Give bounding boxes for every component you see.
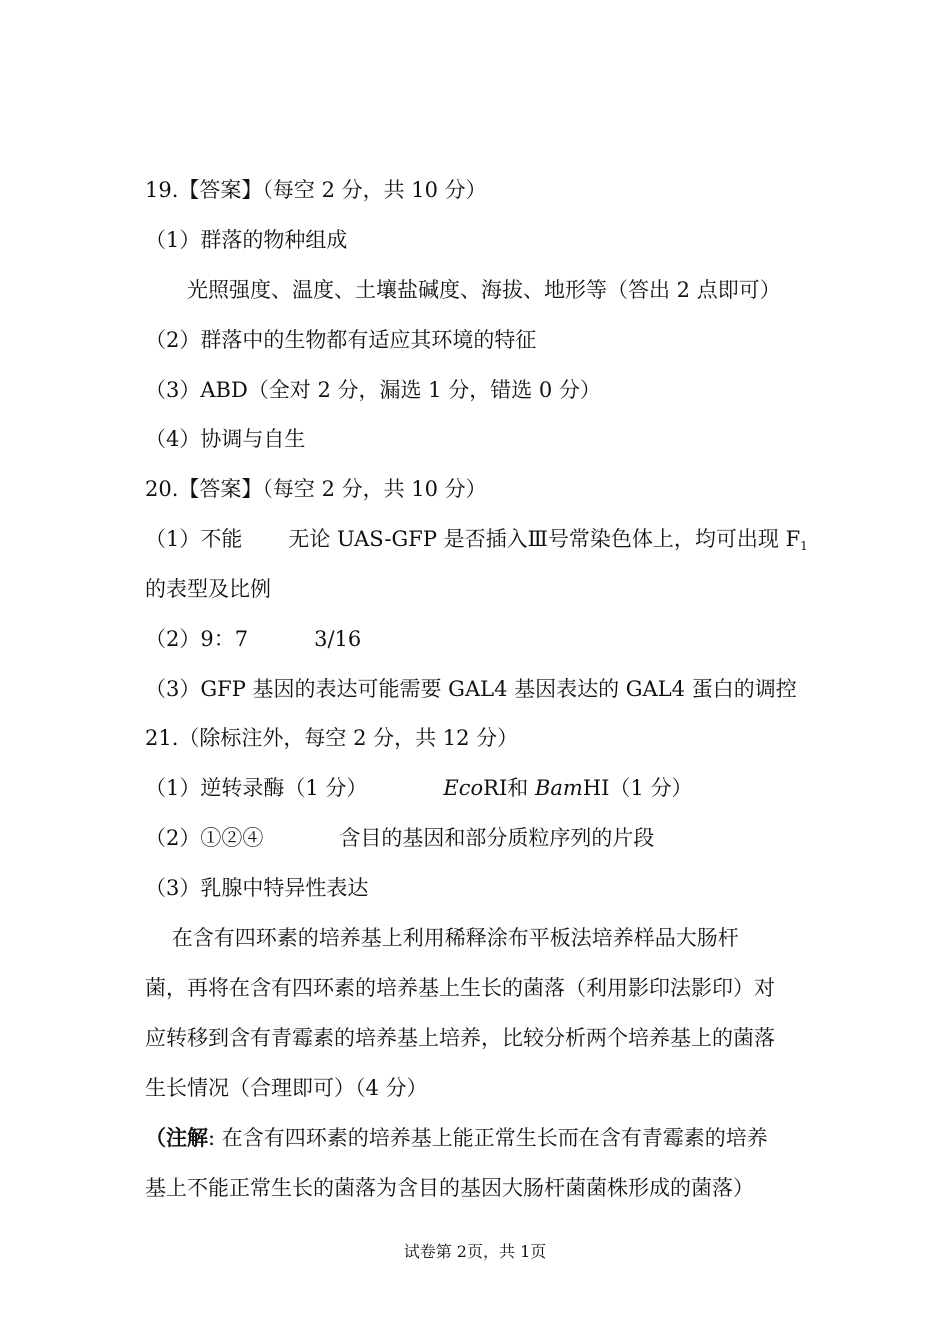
- q19-answer-1: （1）群落的物种组成: [145, 228, 348, 252]
- q21-enzyme-1-italic: Eco: [443, 776, 484, 800]
- q20-answer-1-text: 无论 UAS-GFP 是否插入Ⅲ号常染色体上，均可出现 F: [288, 527, 801, 551]
- paragraph-line: 菌，再将在含有四环素的培养基上生长的菌落（利用影印法影印）对: [145, 976, 775, 1000]
- q21-answer-1-label: （1）逆转录酶（1 分）: [145, 776, 368, 800]
- q21-enzyme-2-rest: HⅠ（1 分）: [582, 776, 693, 800]
- q19-heading: 19.【答案】（每空 2 分，共 10 分）: [145, 178, 487, 202]
- q19-answer-3: （3）ABD（全对 2 分，漏选 1 分，错选 0 分）: [145, 378, 601, 402]
- q20-answer-2-label: （2）9：7: [145, 627, 249, 651]
- q21-answer-2-label: （2）①②④: [145, 826, 264, 850]
- paragraph-line: 生长情况（合理即可）（4 分）: [145, 1076, 428, 1100]
- q21-explanation-paragraph: [145, 924, 810, 1124]
- note-line-1-text: : 在含有四环素的培养基上能正常生长而在含有青霉素的培养: [208, 1126, 768, 1150]
- q21-heading: 21.（除标注外，每空 2 分，共 12 分）: [145, 726, 519, 750]
- q20-answer-1-continued: 的表型及比例: [145, 577, 271, 601]
- note-label: 注解: [166, 1125, 208, 1150]
- q19-answer-2: （2）群落中的生物都有适应其环境的特征: [145, 328, 537, 352]
- paragraph-line: 在含有四环素的培养基上利用稀释涂布平板法培养样品大肠杆: [145, 926, 739, 950]
- q21-note-line-2: 基上不能正常生长的菌落为含目的基因大肠杆菌菌株形成的菌落）: [145, 1176, 754, 1200]
- q21-note-line-1: [145, 1124, 768, 1152]
- paragraph-line: 应转移到含有青霉素的培养基上培养，比较分析两个培养基上的菌落: [145, 1026, 775, 1050]
- q21-answer-3: （3）乳腺中特异性表达: [145, 876, 369, 900]
- q20-answer-3: （3）GFP 基因的表达可能需要 GAL4 基因表达的 GAL4 蛋白的调控: [145, 677, 797, 701]
- q21-enzyme-2-italic: Bam: [534, 776, 583, 800]
- note-open-paren: （: [145, 1125, 166, 1150]
- q20-answer-2-text: 3/16: [314, 627, 362, 651]
- q21-answer-1: [145, 774, 692, 802]
- q20-heading: 20.【答案】（每空 2 分，共 10 分）: [145, 477, 487, 501]
- page-footer: 试卷第 2页，共 1页: [403, 1242, 547, 1261]
- q20-answer-1-label: （1）不能: [145, 527, 243, 551]
- q20-answer-2: [145, 625, 361, 653]
- q21-answer-2: [145, 824, 654, 852]
- q19-answer-1b: 光照强度、温度、土壤盐碱度、海拔、地形等（答出 2 点即可）: [187, 278, 781, 302]
- q20-answer-1-subscript: 1: [800, 539, 808, 553]
- q20-answer-1: [145, 525, 808, 560]
- q21-answer-2-text: 含目的基因和部分质粒序列的片段: [339, 826, 655, 850]
- q21-enzyme-1-rest: RⅠ和: [483, 776, 535, 800]
- q19-answer-4: （4）协调与自生: [145, 427, 306, 451]
